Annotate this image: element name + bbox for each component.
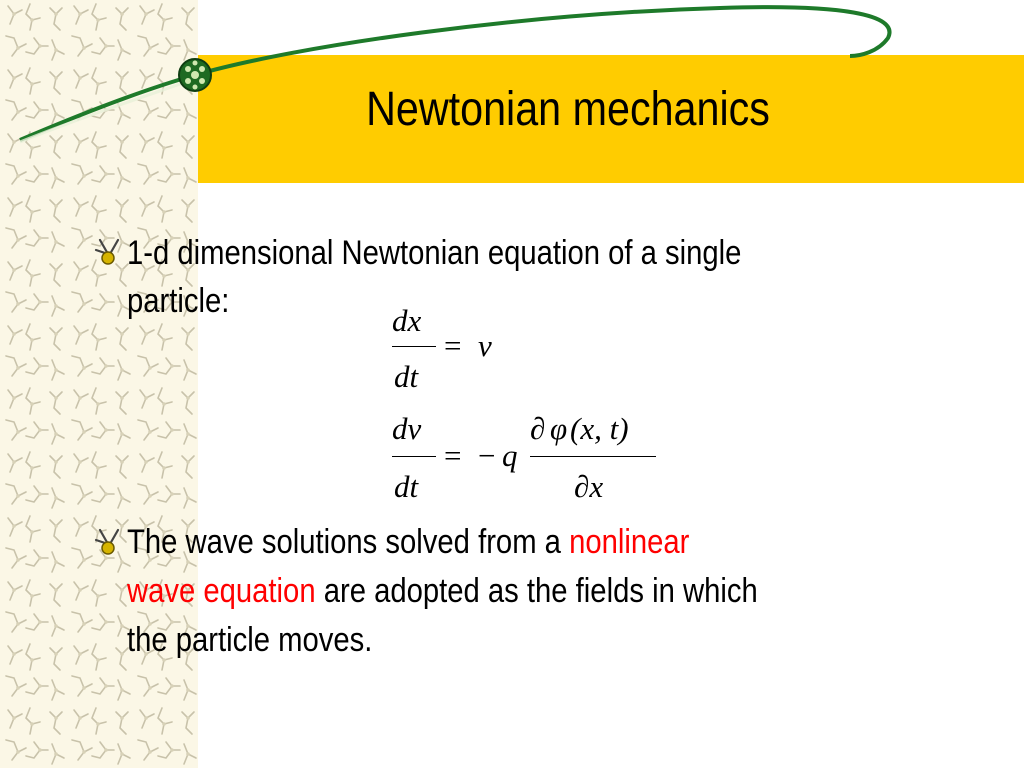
eq2-fraction-bar [392,456,436,457]
slide-title: Newtonian mechanics [366,83,770,136]
emphasis-wave-equation: wave equation [127,572,316,610]
eq1-fraction-bar [392,346,436,347]
bullet-2-line-1 [127,518,689,566]
eq2-charge: q [502,438,518,473]
bullet-2-text: The wave solutions solved from a [127,523,570,561]
bullet-2-line-2 [127,567,758,615]
eq2-partial-symbol: ∂ [530,411,546,446]
eq2-phi: φ [550,411,568,446]
eq2-rhs-fraction-bar [530,456,656,457]
bullet-icon [92,526,126,560]
emphasis-nonlinear: nonlinear [569,523,690,561]
eq2-rhs-denominator: ∂x [574,469,604,504]
eq2-denominator: dt [394,469,419,504]
eq2-phi-args: (x, t) [570,411,629,446]
atom-icon [179,59,211,91]
bullet-2-line-3: the particle moves. [127,621,373,659]
bullet-2-text: are adopted as the fields in which [315,572,758,610]
eq1-numerator: dx [392,303,422,338]
bullet-1-line-2: particle: [127,282,230,320]
eq1-rhs: v [478,328,492,363]
bullet-icon [92,236,126,270]
eq2-numerator: dv [392,411,422,446]
eq1-equals: = [444,328,462,363]
eq2-minus: − [478,438,496,473]
eq1-denominator: dt [394,359,419,394]
eq2-equals: = [444,438,462,473]
bullet-1-line-1: 1-d dimensional Newtonian equation of a single [127,234,742,272]
